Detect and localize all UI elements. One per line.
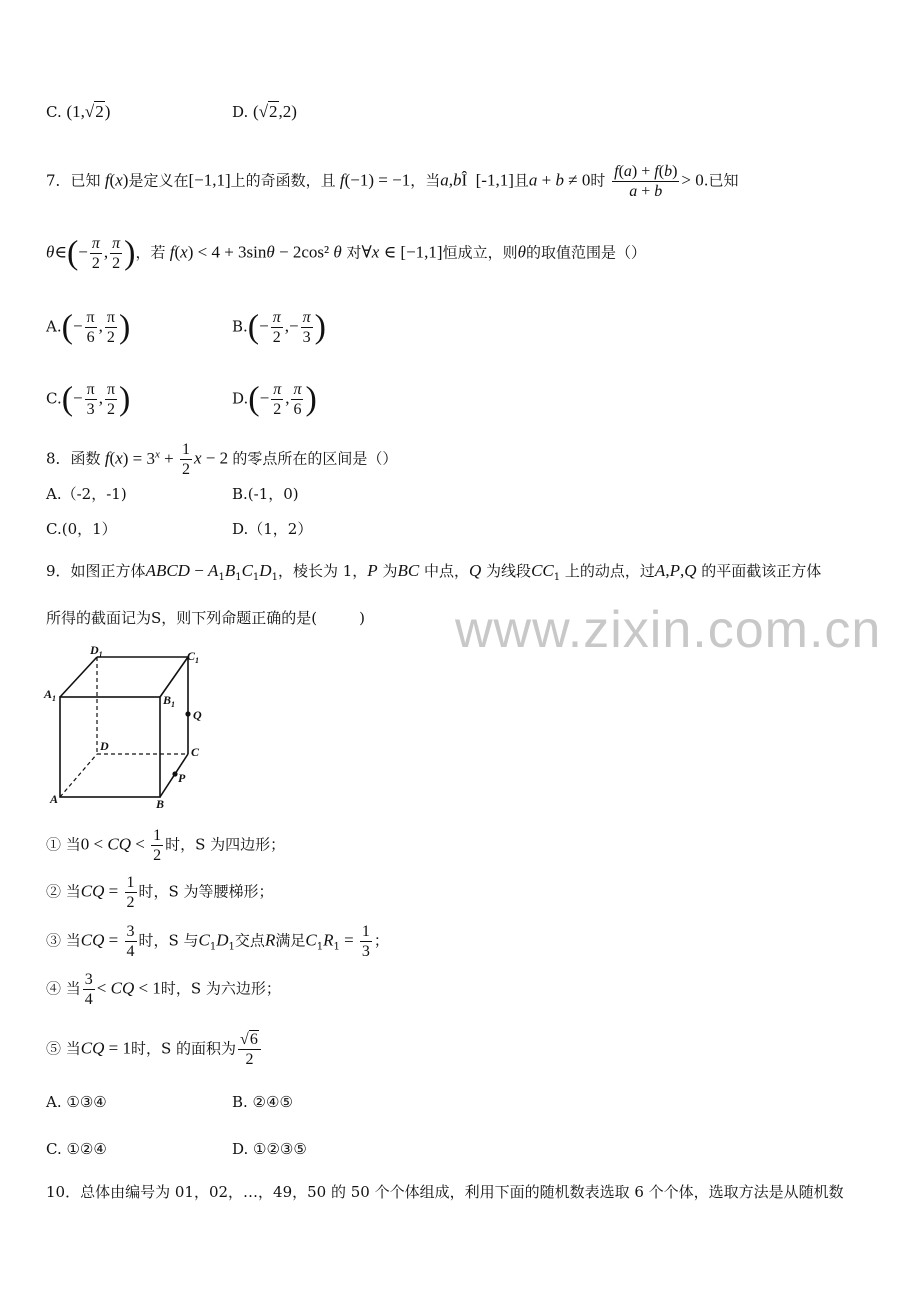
front-face <box>60 697 160 797</box>
label-c: C <box>191 745 200 759</box>
label-c1: $C_1$ <box>187 649 200 665</box>
q9-statement-5: ⑤ 当CQ = 1时，S 的面积为 $\frac{√6}{2}$ <box>46 1030 263 1069</box>
label-d: D <box>100 739 109 753</box>
q7-stem-line1: 7．已知 f(x)是定义在[−1,1]上的奇函数，且 f(−1) = −1，当a,bÎ [-1,1]且a + b ≠ 0时 $\frac{f(a) + f(b)}{a + b}$ > 0.已知 <box>46 163 739 200</box>
watermark: www.zixin.com.cn <box>455 601 882 659</box>
q9-stem-line2: 所得的截面记为S，则下列命题正确的是( ) <box>46 609 365 627</box>
label-a1: $A_1$ <box>44 687 57 703</box>
q9-statement-3: ③ 当CQ = $\frac{3}{4}$ 时，S 与$C_1D_1$交点R满足$C_1R_1$ = $\frac{1}{3}$ ； <box>46 923 389 960</box>
q8-stem: 8．函数 $f(x) = 3^x$ + $\frac{1}{2}$ x − 2 的零点所在的区间是（） <box>46 441 398 478</box>
label-a: A <box>50 792 59 806</box>
q9-option-d: D. ①②③⑤ <box>232 1140 307 1158</box>
point-q <box>185 711 190 716</box>
q7-option-d: D.(− $\frac{\pi}{2}$ , $\frac{\pi}{6}$ ) <box>232 380 317 418</box>
q9-statement-4: ④ 当 $\frac{3}{4}$ < CQ < 1时，S 为六边形； <box>46 971 281 1008</box>
q8-option-c: C.(0，1） <box>46 520 117 538</box>
label-b1: $B_1$ <box>163 693 176 709</box>
q7-option-b: B.(− $\frac{\pi}{2}$ ,− $\frac{\pi}{3}$ ) <box>232 308 326 346</box>
point-p <box>172 771 177 776</box>
q9-stem-line1: 9．如图正方体ABCD − $A_1B_1C_1D_1$，棱长为 1，P 为BC 中点，Q 为线段$CC_1$ 上的动点，过A,P,Q 的平面截该正方体 <box>46 561 822 583</box>
q10-stem: 10．总体由编号为 01，02，…，49，50 的 50 个个体组成，利用下面的随机数表选取 6 个个体，选取方法是从随机数 <box>46 1183 844 1201</box>
q8-option-a: A.（-2，-1) <box>46 485 127 503</box>
hidden-edge-ad <box>60 754 97 797</box>
cube-figure <box>40 642 220 812</box>
q9-statement-2: ② 当CQ = $\frac{1}{2}$ 时，S 为等腰梯形； <box>46 874 274 911</box>
q9-option-c: C. ①②④ <box>46 1140 107 1158</box>
q9-statement-1: ① 当0 < CQ < $\frac{1}{2}$ 时，S 为四边形； <box>46 827 286 864</box>
q6-option-d: D. (√2,2) <box>232 102 297 121</box>
edge-a1d1 <box>60 657 97 697</box>
q8-option-b: B.(-1，0) <box>232 485 299 503</box>
q7-stem-line2: θ∈(− $\frac{\pi}{2}$ , $\frac{\pi}{2}$ )，若 f(x) < 4 + 3sinθ − 2cos² θ 对∀x ∈ [−1,1]恒成立，则θ的取值范围是（） <box>46 234 646 272</box>
label-d1: $D_1$ <box>90 643 103 659</box>
edge-b1c1 <box>160 657 188 697</box>
q8-option-d: D.（1，2） <box>232 520 313 538</box>
label-q: Q <box>193 708 202 722</box>
q9-option-b: B. ②④⑤ <box>232 1093 293 1111</box>
q6-option-c: C. (1,√2) <box>46 102 111 121</box>
q7-option-a: A.(− $\frac{\pi}{6}$ , $\frac{\pi}{2}$ ) <box>46 308 131 346</box>
q7-option-c: C.(− $\frac{\pi}{3}$ , $\frac{\pi}{2}$ ) <box>46 380 131 418</box>
q9-option-a: A. ①③④ <box>46 1093 107 1111</box>
label-p: P <box>178 771 186 785</box>
label-b: B <box>156 797 165 811</box>
